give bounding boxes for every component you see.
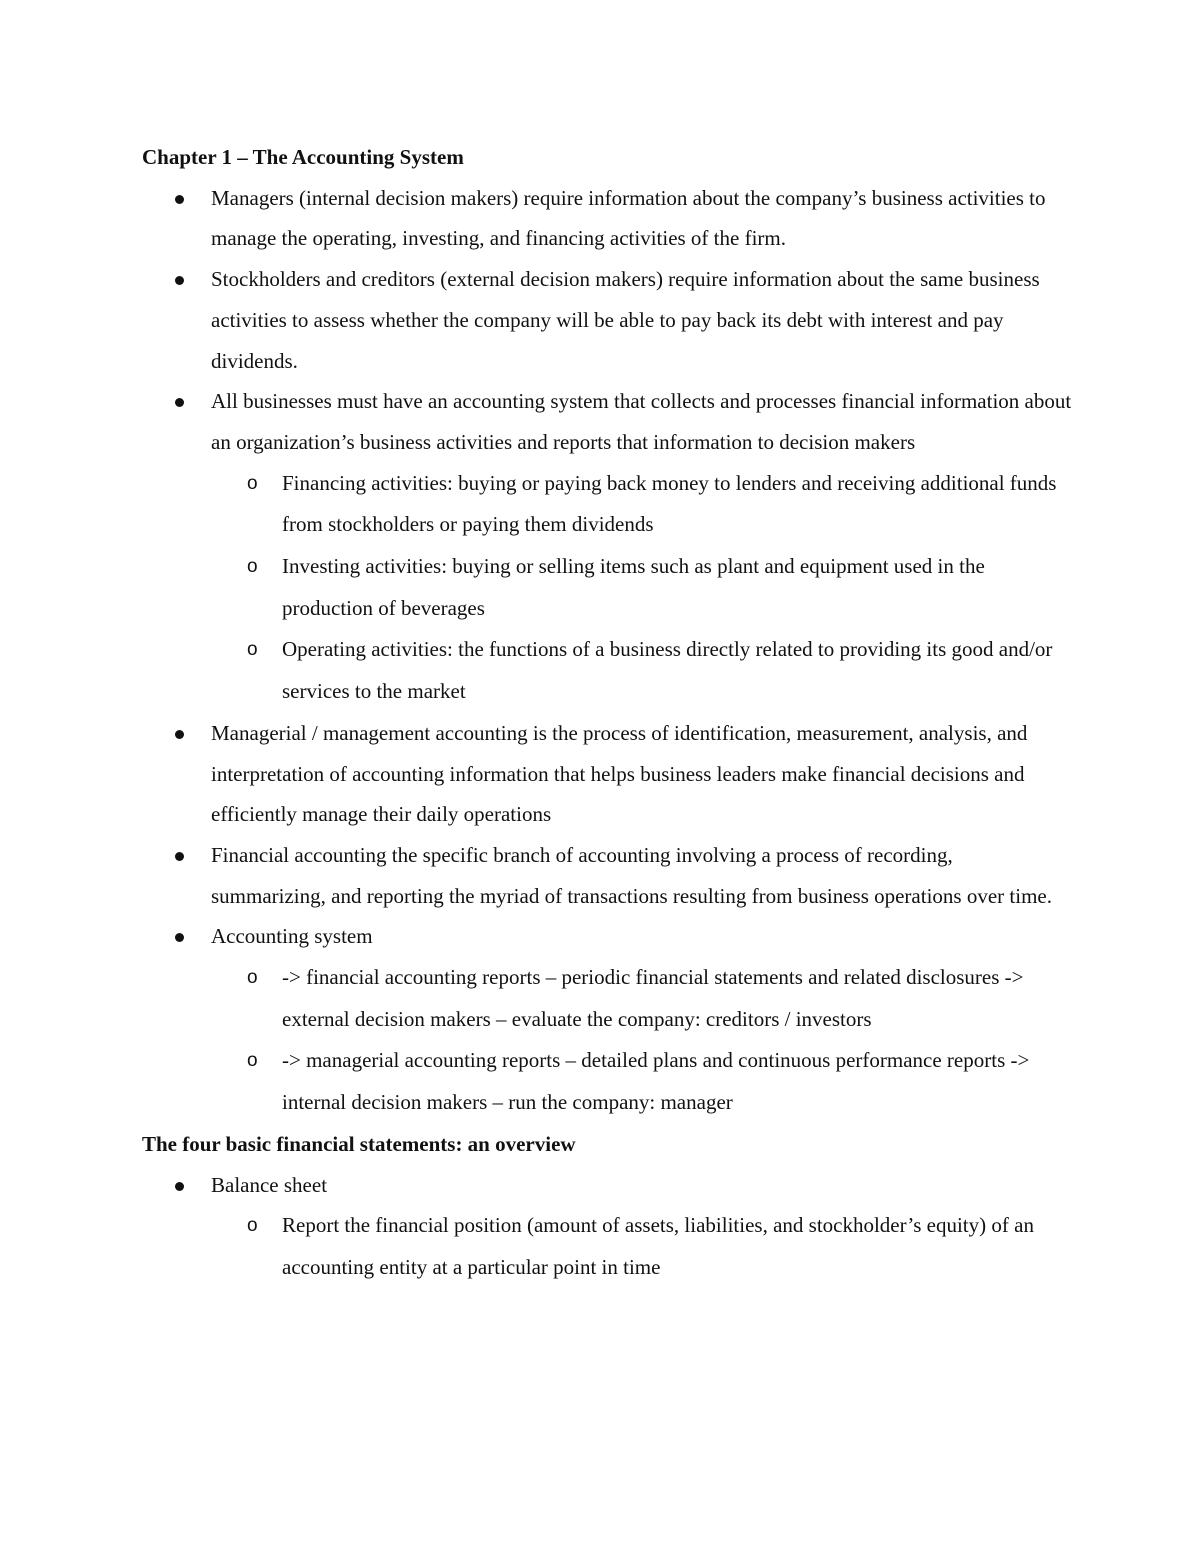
bullet-icon (175, 276, 184, 285)
list-item-text: All businesses must have an accounting system that collects and processes financial information about an organization’s business activities and reports that information to decision makers (211, 389, 1072, 454)
bullet-icon (175, 398, 184, 407)
chapter-heading: Chapter 1 – The Accounting System (142, 145, 464, 169)
bullet-icon (175, 195, 184, 204)
sub-list-item-text: Report the financial position (amount of assets, liabilities, and stockholder’s equity) of an accounting entity at a particular point in time (282, 1213, 1034, 1279)
sub-bullet-icon: o (247, 1050, 258, 1072)
sub-list-item (211, 629, 1072, 712)
sub-list-item-text: Operating activities: the functions of a business directly related to providing its good and/or services to the market (282, 637, 1053, 704)
sub-list-item (211, 546, 1072, 629)
bullet-icon (175, 933, 184, 942)
list-item-text: Managerial / management accounting is the process of identification, measurement, analysis, and interpretation of accounting information that helps business leaders make financial decisions and efficiently manage their daily operations (211, 720, 1028, 827)
sub-list-item (211, 1205, 1072, 1288)
section-bullet-list (142, 1165, 1072, 1289)
list-item-text: Stockholders and creditors (external decision makers) require information about the same business activities to assess whether the company will be able to pay back its debt with interest and pay dividends. (211, 267, 1040, 373)
sub-bullet-icon: o (247, 556, 258, 578)
sub-bullet-icon: o (247, 639, 258, 661)
sub-bullet-icon: o (247, 1215, 258, 1237)
sub-list-item (211, 463, 1072, 546)
document-body (142, 137, 1072, 1289)
sub-list-item-text: Financing activities: buying or paying back money to lenders and receiving additional funds from stockholders or paying them dividends (282, 470, 1057, 537)
chapter-bullet-list (142, 178, 1072, 1124)
sub-bullet-icon: o (247, 472, 258, 494)
list-item (142, 259, 1072, 381)
list-item (142, 178, 1072, 259)
list-item (142, 835, 1072, 916)
sub-list-item-text: -> financial accounting reports – periodic financial statements and related disclosures -> external decision makers – evaluate the company: creditors / investors (282, 965, 1024, 1031)
list-item-text: Accounting system (211, 924, 373, 949)
sub-bullet-list (211, 1205, 1072, 1288)
section-heading: The four basic financial statements: an overview (142, 1131, 576, 1156)
list-item (142, 916, 1072, 1124)
sub-bullet-icon: o (247, 967, 258, 989)
sub-list-item (211, 1040, 1072, 1123)
list-item (142, 381, 1072, 713)
sub-list-item-text: Investing activities: buying or selling items such as plant and equipment used in the production of beverages (282, 554, 985, 620)
list-item-text: Balance sheet (211, 1172, 328, 1197)
sub-list-item (211, 957, 1072, 1040)
sub-list-item-text: -> managerial accounting reports – detailed plans and continuous performance reports -> internal decision makers – run the company: manager (282, 1048, 1030, 1115)
bullet-icon (175, 1182, 184, 1191)
list-item (142, 1165, 1072, 1289)
list-item-text: Managers (internal decision makers) require information about the company’s business activities to manage the operating, investing, and financing activities of the firm. (211, 185, 1046, 251)
list-item (142, 713, 1072, 835)
sub-bullet-list (211, 463, 1072, 713)
list-item-text: Financial accounting the specific branch of accounting involving a process of recording, summarizing, and reporting the myriad of transactions resulting from business operations over time. (211, 842, 1052, 908)
bullet-icon (175, 852, 184, 861)
sub-bullet-list (211, 957, 1072, 1124)
bullet-icon (175, 730, 184, 739)
